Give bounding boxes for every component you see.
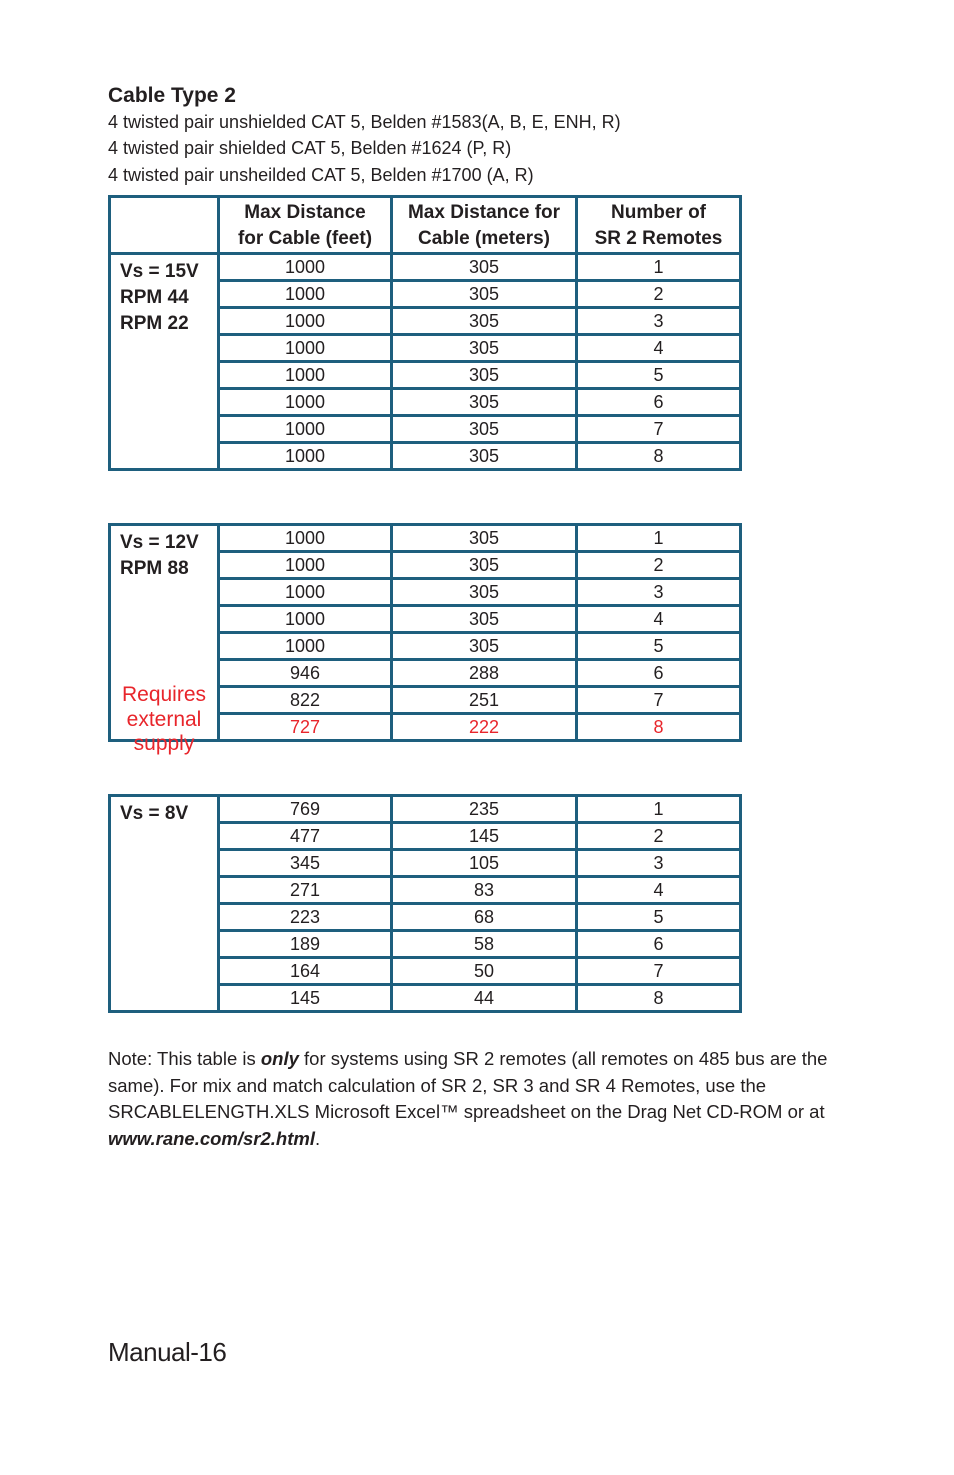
voltage-label-line: Vs = 12V (120, 532, 199, 553)
distance-meters-cell: 105 (392, 850, 577, 877)
distance-meters-cell: 305 (392, 335, 577, 362)
distance-meters-cell: 305 (392, 254, 577, 281)
header-distance-meters (392, 197, 577, 254)
voltage-label-line: Vs = 15V (120, 261, 199, 282)
remote-count-cell: 8 (577, 985, 741, 1012)
voltage-label-line: RPM 22 (120, 313, 189, 334)
distance-feet-cell: 1000 (219, 552, 392, 579)
distance-meters-cell: 305 (392, 552, 577, 579)
voltage-label-line: RPM 88 (120, 558, 189, 579)
table-row (110, 796, 741, 823)
distance-meters-cell: 305 (392, 308, 577, 335)
remote-count-cell: 2 (577, 281, 741, 308)
distance-meters-cell: 305 (392, 443, 577, 470)
cable-table-12v (108, 523, 742, 755)
cable-table-8v (108, 794, 742, 1013)
distance-feet-cell: 345 (219, 850, 392, 877)
distance-feet-cell: 1000 (219, 362, 392, 389)
distance-meters-cell: 251 (392, 687, 577, 714)
remote-count-cell: 5 (577, 904, 741, 931)
header-line: SR 2 Remotes (594, 228, 723, 249)
remote-count-cell: 2 (577, 552, 741, 579)
remote-count-cell: 1 (577, 796, 741, 823)
note-link[interactable]: www.rane.com/sr2.html (108, 1127, 315, 1149)
distance-meters-cell: 58 (392, 931, 577, 958)
remote-count-cell: 4 (577, 606, 741, 633)
external-supply-note-line: external (126, 707, 202, 731)
voltage-label-line: Vs = 8V (120, 803, 189, 824)
cable-description-line: 4 twisted pair unsheilded CAT 5, Belden #1700 (A, R) (108, 165, 534, 185)
remote-count-cell: 2 (577, 823, 741, 850)
distance-meters-cell: 288 (392, 660, 577, 687)
distance-meters-cell: 305 (392, 579, 577, 606)
voltage-label-cell (110, 254, 219, 470)
distance-feet-cell: 477 (219, 823, 392, 850)
distance-feet-cell: 189 (219, 931, 392, 958)
distance-feet-cell: 1000 (219, 579, 392, 606)
cable-table-15v (108, 195, 742, 471)
remote-count-cell: 3 (577, 850, 741, 877)
remote-count-cell: 7 (577, 687, 741, 714)
page-number: Manual-16 (108, 1337, 227, 1367)
note-prefix: Note: This table is (108, 1048, 261, 1069)
distance-feet-cell: 1000 (219, 416, 392, 443)
distance-meters-cell: 305 (392, 362, 577, 389)
distance-meters-cell: 83 (392, 877, 577, 904)
remote-count-cell: 1 (577, 525, 741, 552)
distance-meters-cell: 235 (392, 796, 577, 823)
distance-feet-cell: 1000 (219, 389, 392, 416)
distance-feet-cell: 271 (219, 877, 392, 904)
header-remote-count (577, 197, 741, 254)
distance-meters-cell: 305 (392, 389, 577, 416)
distance-feet-cell: 1000 (219, 254, 392, 281)
distance-feet-cell: 1000 (219, 525, 392, 552)
distance-feet-cell: 1000 (219, 281, 392, 308)
distance-meters-cell: 50 (392, 958, 577, 985)
distance-meters-cell: 145 (392, 823, 577, 850)
remote-count-cell: 5 (577, 633, 741, 660)
external-supply-note-line: Requires (121, 683, 207, 706)
external-supply-note (111, 683, 217, 757)
voltage-label-line: RPM 44 (120, 287, 189, 308)
distance-feet-cell: 223 (219, 904, 392, 931)
remote-count-cell: 6 (577, 389, 741, 416)
remote-count-cell: 4 (577, 335, 741, 362)
distance-meters-cell: 305 (392, 281, 577, 308)
table-header-row (110, 197, 741, 254)
voltage-label-cell (110, 525, 219, 755)
distance-feet-cell: 727 (219, 714, 392, 741)
header-distance-feet (219, 197, 392, 254)
cable-description-line: 4 twisted pair unshielded CAT 5, Belden #1583(A, B, E, ENH, R) (108, 112, 621, 132)
remote-count-cell: 8 (577, 443, 741, 470)
distance-feet-cell: 1000 (219, 443, 392, 470)
distance-meters-cell: 222 (392, 714, 577, 741)
distance-feet-cell: 946 (219, 660, 392, 687)
remote-count-cell: 7 (577, 958, 741, 985)
remote-count-cell: 1 (577, 254, 741, 281)
cable-description-line: 4 twisted pair shielded CAT 5, Belden #1624 (P, R) (108, 138, 512, 158)
distance-meters-cell: 305 (392, 416, 577, 443)
header-line: for Cable (feet) (237, 228, 373, 249)
distance-meters-cell: 44 (392, 985, 577, 1012)
remote-count-cell: 3 (577, 579, 741, 606)
distance-meters-cell: 305 (392, 525, 577, 552)
distance-feet-cell: 1000 (219, 606, 392, 633)
table-row (110, 254, 741, 281)
footnote (108, 1046, 868, 1152)
distance-feet-cell: 1000 (219, 335, 392, 362)
distance-feet-cell: 1000 (219, 633, 392, 660)
remote-count-cell: 5 (577, 362, 741, 389)
note-emphasis: only (260, 1048, 299, 1069)
table-row (110, 525, 741, 552)
distance-feet-cell: 822 (219, 687, 392, 714)
external-supply-note-line: supply (133, 732, 195, 755)
remote-count-cell: 3 (577, 308, 741, 335)
distance-meters-cell: 68 (392, 904, 577, 931)
distance-meters-cell: 305 (392, 633, 577, 660)
note-body: for systems using SR 2 remotes (all remotes on 485 bus are the same). For mix and match calculation of SR 2, SR 3 and SR 4 Remotes, use the SRCABLELENGTH.XLS Microsoft Excel™ spreadsheet on the Drag Net CD-ROM or at (108, 1048, 828, 1122)
remote-count-cell: 7 (577, 416, 741, 443)
distance-meters-cell: 305 (392, 606, 577, 633)
header-line: Number of (611, 202, 706, 223)
distance-feet-cell: 145 (219, 985, 392, 1012)
header-line: Cable (meters) (418, 228, 550, 249)
remote-count-cell: 4 (577, 877, 741, 904)
note-suffix: . (315, 1127, 321, 1149)
remote-count-cell: 8 (577, 714, 741, 741)
section-heading: Cable Type 2 (108, 84, 236, 107)
distance-feet-cell: 1000 (219, 308, 392, 335)
header-line: Max Distance for (407, 202, 561, 223)
remote-count-cell: 6 (577, 660, 741, 687)
remote-count-cell: 6 (577, 931, 741, 958)
distance-feet-cell: 164 (219, 958, 392, 985)
header-line: Max Distance (244, 202, 366, 223)
voltage-label-cell (110, 796, 219, 1012)
distance-feet-cell: 769 (219, 796, 392, 823)
header-empty-cell (110, 197, 219, 254)
